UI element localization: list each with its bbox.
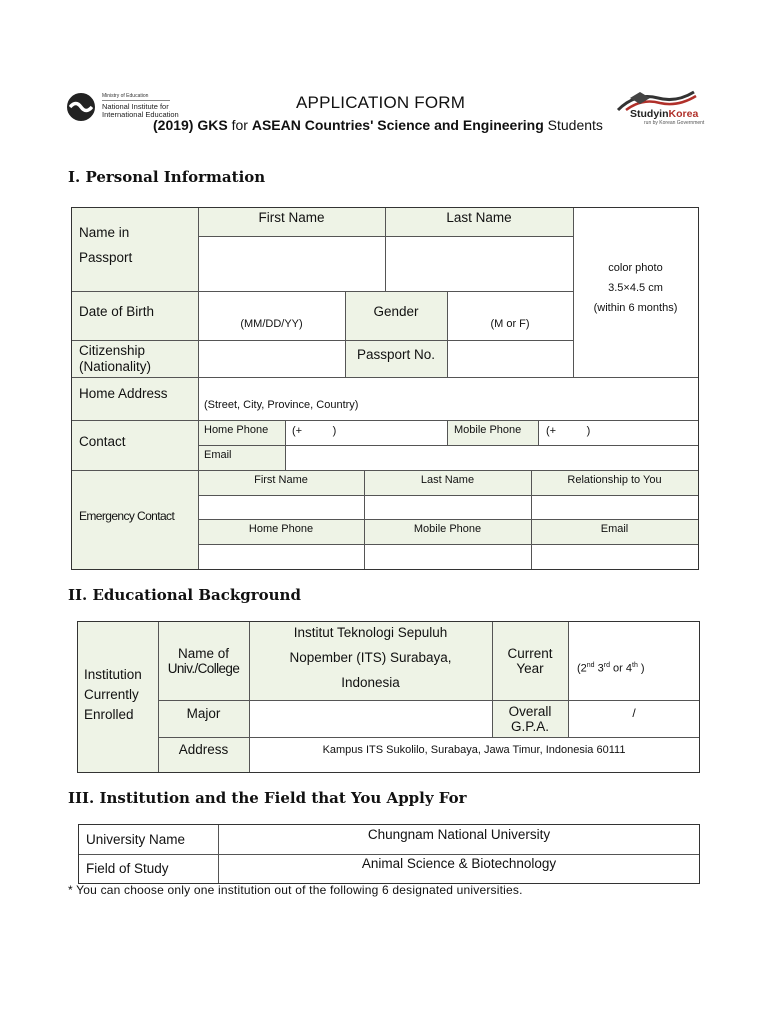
section3-heading: III. Institution and the Field that You Apply For (68, 789, 467, 807)
ec-mobile-phone-input[interactable] (365, 545, 530, 568)
ec-first-name-input[interactable] (199, 496, 363, 518)
subtitle-part-1: (2019) GKS (153, 117, 228, 133)
name-of-univ-label-2: Univ./College (167, 661, 240, 676)
subtitle-part-3: ASEAN Countries' Science and Engineering (251, 117, 544, 133)
home-phone-label: Home Phone (204, 424, 269, 436)
current-year-hint: (2nd 3rd or 4th ) (577, 662, 645, 675)
ec-last-name-input[interactable] (365, 496, 530, 518)
last-name-input[interactable] (386, 237, 572, 290)
institution-label-1: Institution (84, 667, 142, 682)
logo-left-divider (102, 100, 170, 101)
logo-right-name-b: in (659, 108, 669, 120)
gender-input[interactable] (448, 292, 572, 339)
gpa-label-2: G.P.A. (510, 719, 550, 734)
subtitle-part-4: Students (543, 117, 603, 133)
current-year-label-1: Current (507, 646, 553, 661)
institution-label-3: Enrolled (84, 707, 134, 722)
emergency-contact-label: Emergency Contact (79, 509, 175, 523)
gpa-input[interactable]: / (632, 706, 636, 720)
univ-name-value-3[interactable]: Indonesia (341, 675, 400, 690)
logo-right-name-c: Korea (668, 108, 699, 120)
univ-name-value-1[interactable]: Institut Teknologi Sepuluh (293, 625, 448, 640)
ec-email-input[interactable] (532, 545, 697, 568)
ec-relationship-header: Relationship to You (567, 474, 662, 486)
last-name-header: Last Name (446, 210, 512, 225)
passport-no-label: Passport No. (356, 347, 436, 362)
mobile-phone-label: Mobile Phone (454, 424, 522, 436)
citizenship-label-2: (Nationality) (79, 359, 152, 374)
dob-hint: (MM/DD/YY) (240, 318, 303, 330)
photo-hint-1: color photo (608, 262, 663, 274)
university-name-label: University Name (86, 832, 186, 847)
ec-home-phone-input[interactable] (199, 545, 363, 568)
government-emblem-logo (66, 92, 96, 122)
photo-hint-2: 3.5×4.5 cm (608, 282, 663, 294)
photo-hint-3: (within 6 months) (593, 302, 678, 314)
section2-heading: II. Educational Background (68, 586, 301, 604)
logo-left-line2: National Institute for (102, 102, 169, 111)
dob-input[interactable] (199, 292, 344, 339)
address-value[interactable]: Kampus ITS Sukolilo, Surabaya, Jawa Timur, Indonesia 60111 (322, 744, 626, 756)
ec-first-name-header: First Name (254, 474, 308, 486)
citizenship-input[interactable] (199, 341, 344, 376)
gender-hint: (M or F) (490, 318, 530, 330)
email-input[interactable] (286, 446, 697, 469)
mobile-phone-input[interactable]: (+ ) (546, 425, 591, 437)
email-label: Email (204, 449, 232, 461)
gpa-label-1: Overall (508, 704, 552, 719)
subtitle-part-2: for (227, 117, 252, 133)
footnote: * You can choose only one institution out of the following 6 designated universities. (68, 883, 523, 897)
university-name-value[interactable]: Chungnam National University (367, 827, 551, 842)
ec-email-header: Email (600, 523, 629, 535)
home-phone-input[interactable]: (+ ) (292, 425, 337, 437)
citizenship-label-1: Citizenship (79, 343, 146, 358)
univ-name-value-2[interactable]: Nopember (ITS) Surabaya, (289, 650, 452, 665)
name-in-passport-label-1: Name in (79, 225, 130, 240)
first-name-header: First Name (258, 210, 325, 225)
contact-label: Contact (79, 434, 126, 449)
ec-home-phone-header: Home Phone (248, 523, 314, 535)
passport-no-input[interactable] (448, 341, 572, 376)
first-name-input[interactable] (199, 237, 384, 290)
major-input[interactable] (250, 701, 491, 736)
page-subtitle (153, 117, 603, 133)
home-address-label: Home Address (79, 386, 168, 401)
logo-left-line3: International Education (102, 110, 179, 119)
name-of-univ-label-1: Name of (177, 646, 230, 661)
field-of-study-value[interactable]: Animal Science & Biotechnology (361, 856, 557, 871)
name-in-passport-label-2: Passport (79, 250, 133, 265)
institution-label-2: Currently (84, 687, 139, 702)
address-hint: (Street, City, Province, Country) (204, 399, 359, 411)
logo-right-tagline: run by Korean Government (644, 120, 705, 126)
major-label: Major (186, 706, 221, 721)
field-of-study-label: Field of Study (86, 861, 169, 876)
logo-right-name-a: Study (630, 108, 660, 120)
gender-label: Gender (373, 304, 419, 319)
logo-left-line1: Ministry of Education (102, 93, 149, 99)
current-year-input[interactable] (569, 623, 699, 699)
current-year-label-2: Year (516, 661, 544, 676)
page-title: APPLICATION FORM (296, 93, 466, 112)
ec-mobile-phone-header: Mobile Phone (413, 523, 482, 535)
ec-last-name-header: Last Name (420, 474, 475, 486)
address-label-2: Address (178, 742, 229, 757)
ec-relationship-input[interactable] (532, 496, 697, 518)
logo-right-name (630, 108, 698, 120)
section1-heading: I. Personal Information (68, 168, 266, 186)
dob-label: Date of Birth (79, 304, 155, 319)
